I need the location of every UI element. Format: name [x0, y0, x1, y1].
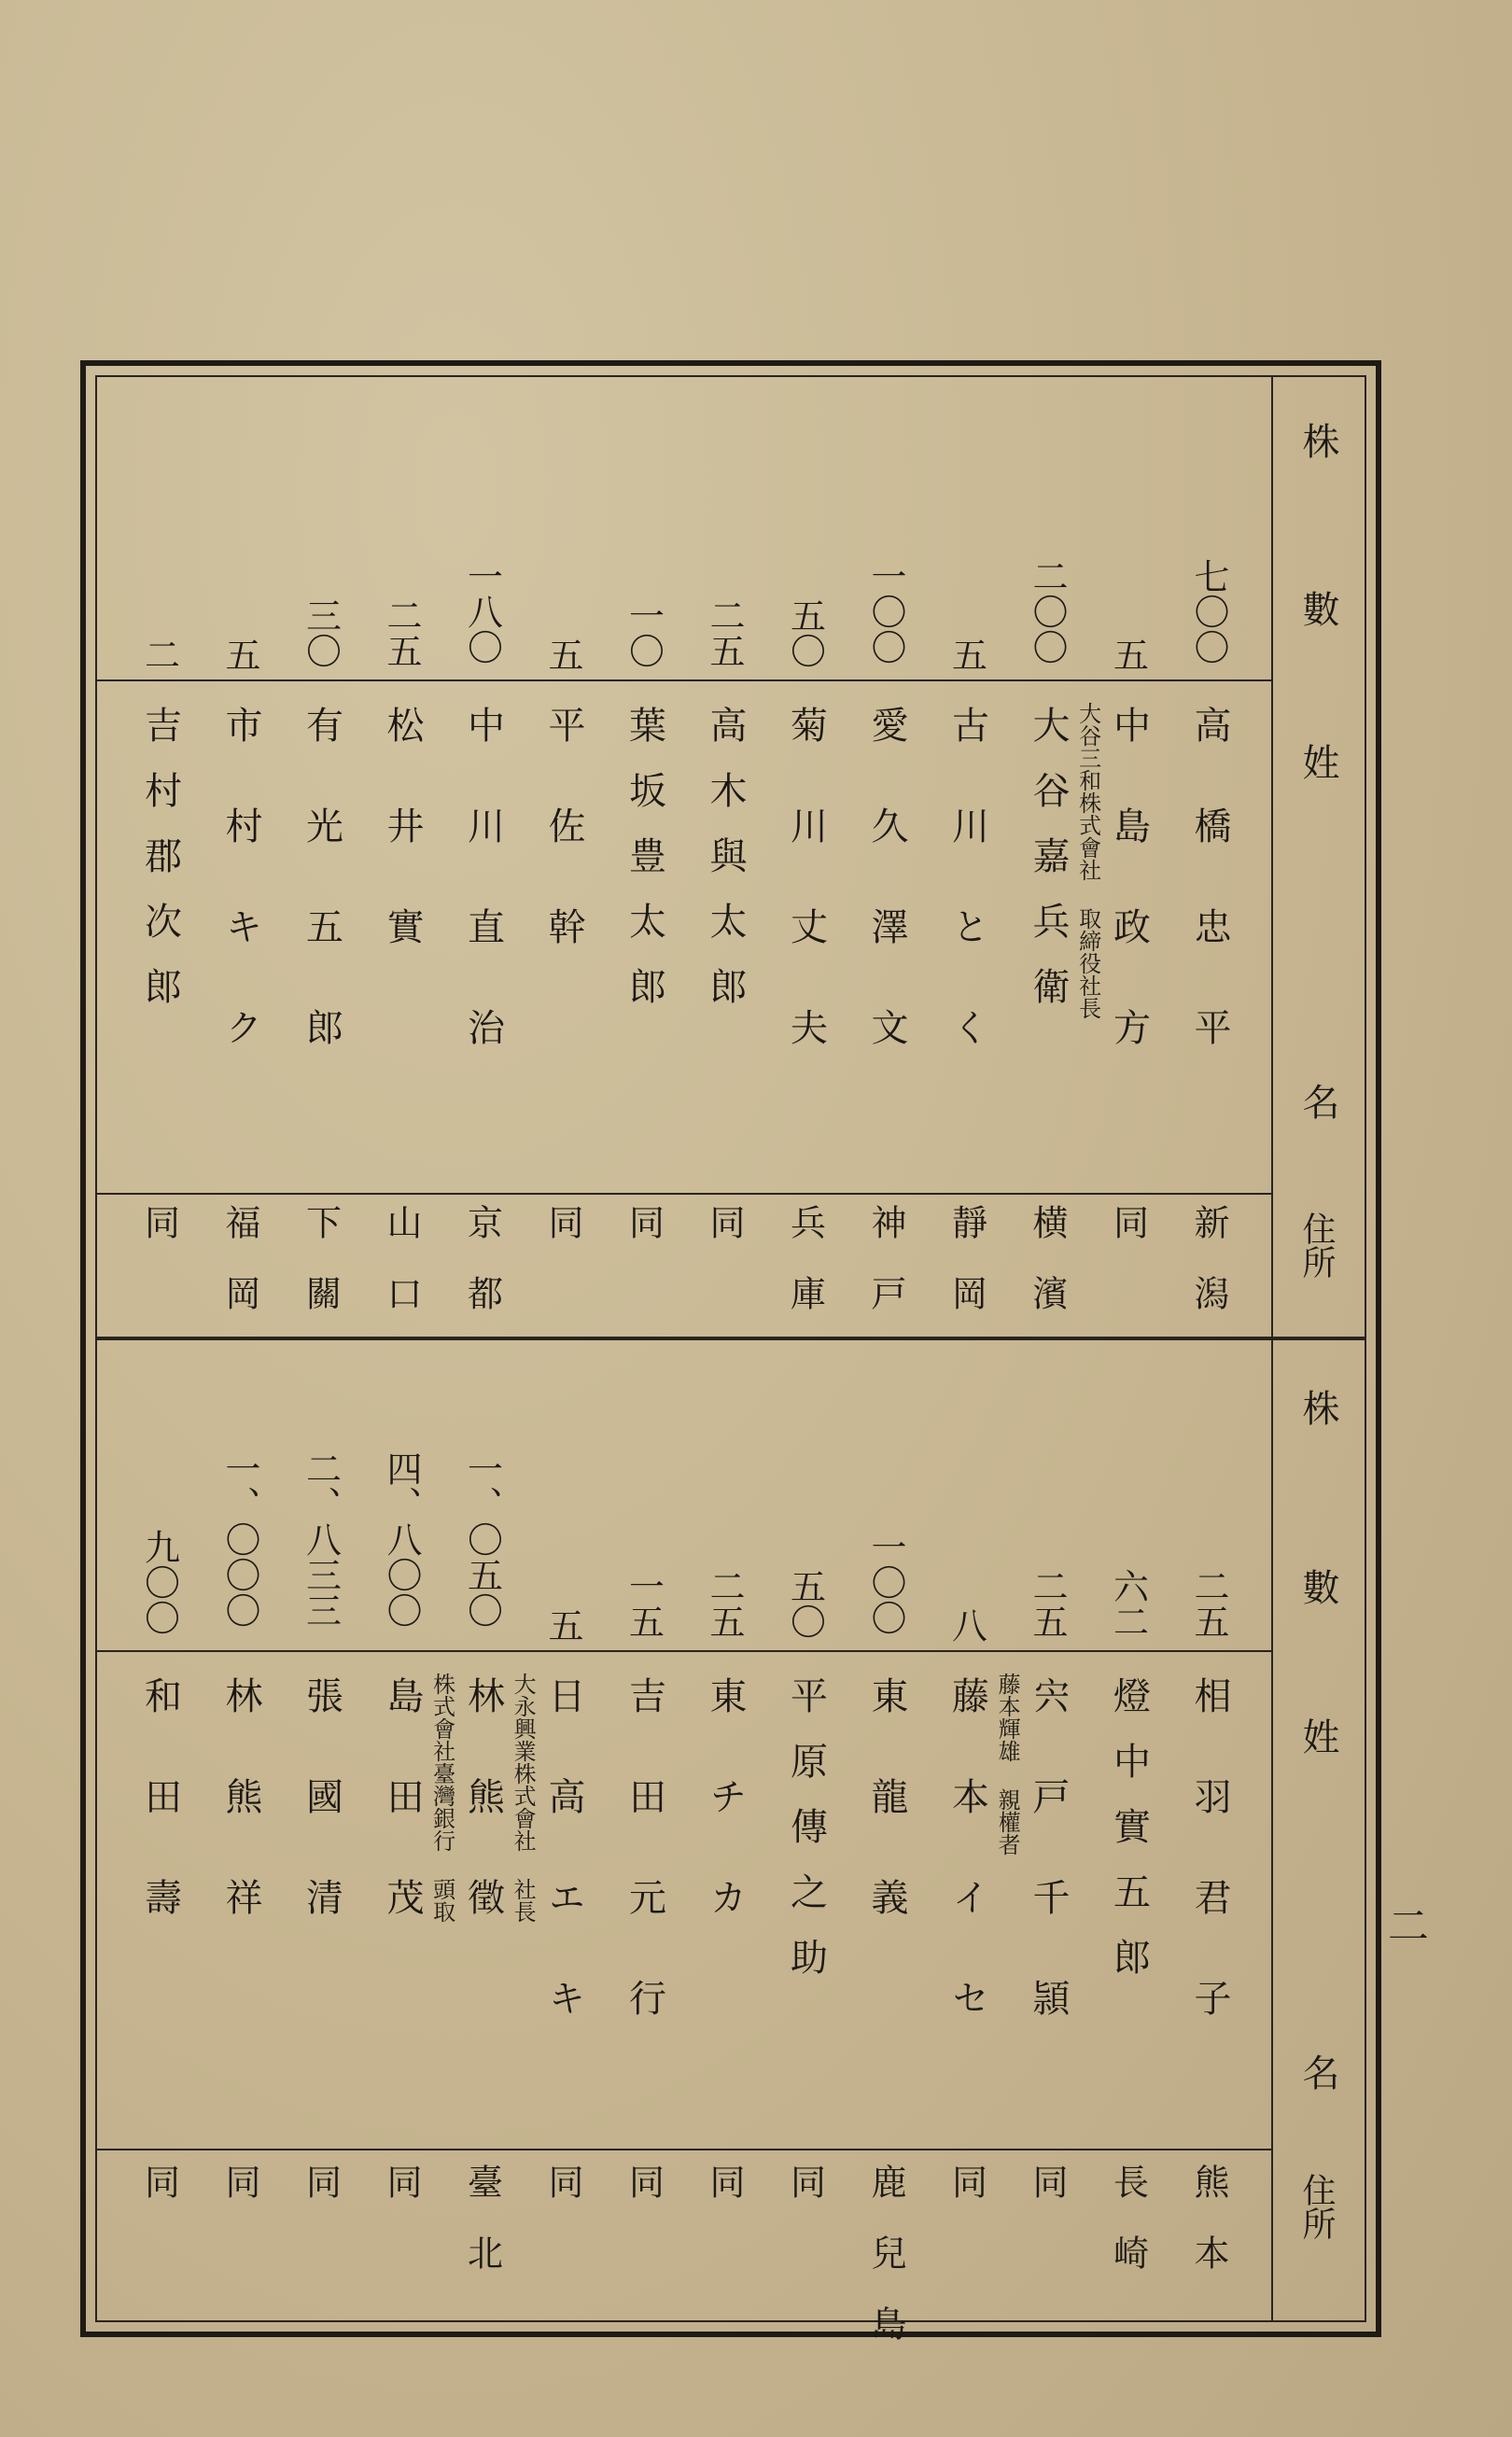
entry-name: 和田壽: [138, 1676, 182, 1979]
entry-name: 古川とく: [945, 706, 989, 1109]
entry-address: 神戸: [865, 1204, 906, 1346]
entry-name: 林熊祥: [219, 1676, 262, 1979]
entry-address: 同: [945, 2164, 987, 2234]
entry-address: 京都: [461, 1204, 503, 1346]
entry-shares: 五: [945, 637, 987, 672]
entry-address: 同: [704, 2164, 745, 2234]
section-divider: [97, 1337, 1365, 1340]
entry-address: 福岡: [219, 1204, 260, 1346]
entry-shares: 一五: [623, 1568, 665, 1639]
entry-shares: 六二: [1107, 1568, 1149, 1639]
page-number: 二: [1380, 1904, 1428, 1945]
entry-shares: 二五: [1188, 1568, 1229, 1639]
header-name-2: 名: [1296, 1083, 1339, 1120]
entry-name: 中川直治: [461, 706, 505, 1109]
entry-name: 平佐幹: [542, 706, 585, 1008]
entry-name: 平原傳之助: [784, 1676, 828, 2003]
entry-shares: 二五: [1027, 1568, 1068, 1639]
entry-address: 同: [219, 2164, 260, 2234]
entry-address: 熊本: [1188, 2164, 1229, 2305]
entry-shares: 三〇: [300, 597, 342, 668]
header-shares-1b: 株: [1296, 1389, 1339, 1426]
entry-shares: 二、八三三: [300, 1450, 342, 1628]
entry-shares: 一〇: [623, 597, 665, 668]
entry-name: 東チカ: [704, 1676, 747, 1979]
entry-address: 同: [138, 1204, 180, 1275]
entry-shares: 五: [542, 637, 583, 672]
entry-address: 同: [1107, 1204, 1149, 1275]
entry-name: 燈中實五郎: [1107, 1676, 1151, 2003]
header-shares-1: 株: [1296, 422, 1339, 459]
entry-address: 同: [623, 1204, 665, 1275]
entry-title-note: 大谷三和株式會社 取締役社長: [1074, 702, 1101, 1019]
entry-address: 下關: [300, 1204, 342, 1346]
header-name-1b: 姓: [1296, 1717, 1339, 1755]
entry-shares: 五〇: [784, 1568, 826, 1639]
entry-name: 高橋忠平: [1188, 706, 1231, 1109]
entry-address: 兵庫: [784, 1204, 826, 1346]
entry-shares: 八: [945, 1607, 987, 1643]
entry-address: 同: [542, 2164, 583, 2234]
entry-shares: 五: [1107, 637, 1149, 672]
entry-shares: 五〇: [784, 597, 826, 668]
entry-shares: 七〇〇: [1188, 558, 1229, 665]
entry-address: 鹿兒島: [865, 2164, 906, 2376]
entry-name: 高木與太郎: [704, 706, 747, 1032]
entry-address: 同: [784, 2164, 826, 2234]
entry-shares: 一、〇五〇: [461, 1450, 503, 1628]
entry-address: 同: [1027, 2164, 1068, 2234]
header-address: 住所: [1297, 1211, 1336, 1279]
entry-name: 中島政方: [1107, 706, 1151, 1109]
entry-shares: 四、八〇〇: [381, 1450, 422, 1628]
top-shares-rule: [97, 679, 1271, 681]
entry-address: 靜岡: [945, 1204, 987, 1346]
entry-title-note: 株式會社臺灣銀行 頭取: [428, 1673, 455, 1923]
entry-name: 東龍義: [865, 1676, 908, 1979]
header-shares-2b: 數: [1296, 1568, 1339, 1605]
top-name-rule: [97, 1193, 1271, 1195]
entry-shares: 五: [219, 637, 260, 672]
entry-shares: 一八〇: [461, 558, 503, 665]
entry-shares: 一、〇〇〇: [219, 1450, 260, 1628]
entry-address: 横濱: [1027, 1204, 1068, 1346]
entry-name: 日高エキ: [542, 1676, 585, 2080]
entry-name: 藤本イセ: [945, 1676, 989, 2080]
entry-address: 同: [623, 2164, 665, 2234]
header-divider: [1271, 375, 1273, 2322]
entry-address: 同: [138, 2164, 180, 2234]
entry-shares: 二五: [704, 1568, 745, 1639]
entry-address: 同: [542, 1204, 583, 1275]
header-name-1: 姓: [1296, 743, 1339, 780]
entry-name: 宍戸千頴: [1027, 1676, 1070, 2080]
entry-shares: 二五: [704, 597, 745, 668]
entry-address: 同: [704, 1204, 745, 1275]
entry-name: 島田茂: [381, 1676, 424, 1979]
entry-name: 有光五郎: [300, 706, 343, 1109]
entry-title-note: 大永興業株式會社 社長: [510, 1673, 537, 1923]
entry-shares: 一〇〇: [865, 1529, 906, 1635]
entry-address: 同: [300, 2164, 342, 2234]
entry-address: 山口: [381, 1204, 422, 1346]
entry-address: 長崎: [1107, 2164, 1149, 2305]
entry-shares: 二五: [381, 597, 422, 668]
entry-shares: 五: [542, 1607, 583, 1643]
entry-name: 張國清: [300, 1676, 343, 1979]
entry-address: 新潟: [1188, 1204, 1229, 1346]
entry-shares: 二〇〇: [1027, 558, 1068, 665]
entry-name: 愛久澤文: [865, 706, 908, 1109]
entry-name: 林熊徵: [461, 1676, 505, 1979]
header-name-2b: 名: [1296, 2053, 1339, 2091]
entry-shares: 一〇〇: [865, 558, 906, 665]
entry-name: 吉田元行: [623, 1676, 666, 2080]
entry-name: 吉村郡次郎: [138, 706, 182, 1032]
entry-name: 菊川丈夫: [784, 706, 828, 1109]
entry-shares: 二: [138, 637, 180, 672]
entry-title-note: 藤本輝雄 親權者: [994, 1673, 1021, 1856]
entry-name: 相羽君子: [1188, 1676, 1231, 2080]
header-shares-2: 數: [1296, 590, 1339, 627]
bottom-name-rule: [97, 2149, 1271, 2150]
entry-shares: 九〇〇: [138, 1529, 180, 1635]
entry-name: 松井實: [381, 706, 424, 1008]
entry-name: 葉坂豊太郎: [623, 706, 666, 1032]
entry-name: 大谷嘉兵衛: [1027, 706, 1070, 1032]
bottom-shares-rule: [97, 1650, 1271, 1652]
entry-address: 臺北: [461, 2164, 503, 2305]
entry-name: 市村キク: [219, 706, 262, 1109]
entry-address: 同: [381, 2164, 422, 2234]
header-addressb: 住所: [1297, 2173, 1336, 2240]
